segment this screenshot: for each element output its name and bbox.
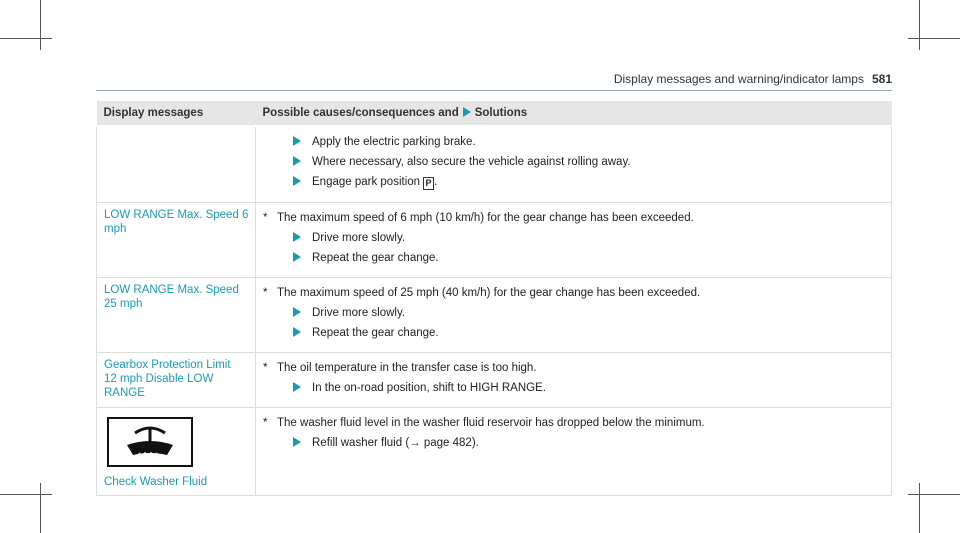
table-header-row [97,101,892,126]
message-cell [97,203,256,278]
display-message: LOW RANGE Max. Speed [104,284,239,296]
page-ref-arrow-icon: → [409,437,421,449]
table-row [97,278,892,353]
crop-mark [919,483,920,533]
step-item [263,251,885,265]
step-text: Repeat the gear change. [312,327,439,339]
step-item [263,381,885,395]
cause-line: * The maximum speed of 25 mph (40 km/h) for the gear change has been exceeded. [263,287,701,299]
header-causes-solutions [256,101,892,126]
step-arrow-icon [293,156,301,166]
washer-fluid-icon [107,417,193,467]
page-number: 581 [871,72,892,86]
display-message: Gearbox Protection Limit [104,359,231,371]
solution-cell [256,203,892,278]
step-text: Repeat the gear change. [312,252,439,264]
message-cell [97,408,256,496]
crop-mark [919,0,920,50]
display-message: LOW RANGE Max. Speed 6 mph [104,209,249,235]
crop-mark [0,38,52,39]
step-arrow-icon [293,232,301,242]
park-position-icon: P [423,177,434,190]
solution-arrow-icon [463,107,471,117]
step-text: Drive more slowly. [312,232,406,244]
solution-cell [256,408,892,496]
cause-text: The oil temperature in the transfer case is too high. [277,362,537,374]
step-arrow-icon [293,327,301,337]
cause-text: The maximum speed of 25 mph (40 km/h) for the gear change has been exceeded. [277,287,701,299]
step-text: Refill washer fluid ( [312,437,410,449]
step-item [263,231,885,245]
cause-line: * The maximum speed of 6 mph (10 km/h) for the gear change has been exceeded. [263,212,694,224]
cause-text: The maximum speed of 6 mph (10 km/h) for the gear change has been exceeded. [277,212,694,224]
step-item [263,326,885,340]
header-solutions-label: Solutions [474,107,528,119]
cause-line: * The oil temperature in the transfer case is too high. [263,362,537,374]
page-reference: page 482). [423,437,479,449]
message-cell [97,353,256,408]
table-row [97,353,892,408]
solution-cell [256,278,892,353]
display-message: 25 mph [104,298,143,310]
step-text: Apply the electric parking brake. [312,136,476,148]
step-arrow-icon [293,176,301,186]
running-head [614,72,892,86]
table-row [97,126,892,203]
solution-cell [256,353,892,408]
step-item [263,436,885,450]
messages-table [96,101,892,496]
cause-line: * The washer fluid level in the washer fluid reservoir has dropped below the minimum. [263,417,705,429]
crop-mark [40,0,41,50]
step-item [263,306,885,320]
step-item: Engage park position P . [263,175,885,190]
step-item [263,135,885,149]
header-causes-label: Possible causes/consequences and [262,107,459,119]
crop-mark [908,494,960,495]
display-message: RANGE [104,387,145,399]
crop-mark [40,483,41,533]
crop-mark [0,494,52,495]
header-display-messages: Display messages [97,101,256,126]
step-text: In the on-road position, shift to HIGH RANGE. [312,382,546,394]
step-item [263,155,885,169]
step-text: Engage park position [312,176,421,188]
step-arrow-icon [293,437,301,447]
message-cell [97,278,256,353]
table-row [97,203,892,278]
crop-mark [908,38,960,39]
message-cell [97,126,256,203]
display-message: Check Washer Fluid [104,476,208,488]
step-arrow-icon [293,252,301,262]
cause-text: The washer fluid level in the washer fluid reservoir has dropped below the minimum. [277,417,705,429]
step-arrow-icon [293,136,301,146]
solution-cell [256,126,892,203]
step-arrow-icon [293,307,301,317]
step-arrow-icon [293,382,301,392]
running-head-title: Display messages and warning/indicator lamps [613,72,864,86]
step-text: Where necessary, also secure the vehicle against rolling away. [312,156,631,168]
step-text: Drive more slowly. [312,307,406,319]
header-rule [96,90,892,91]
table-row [97,408,892,496]
display-message: 12 mph Disable LOW [104,373,214,385]
